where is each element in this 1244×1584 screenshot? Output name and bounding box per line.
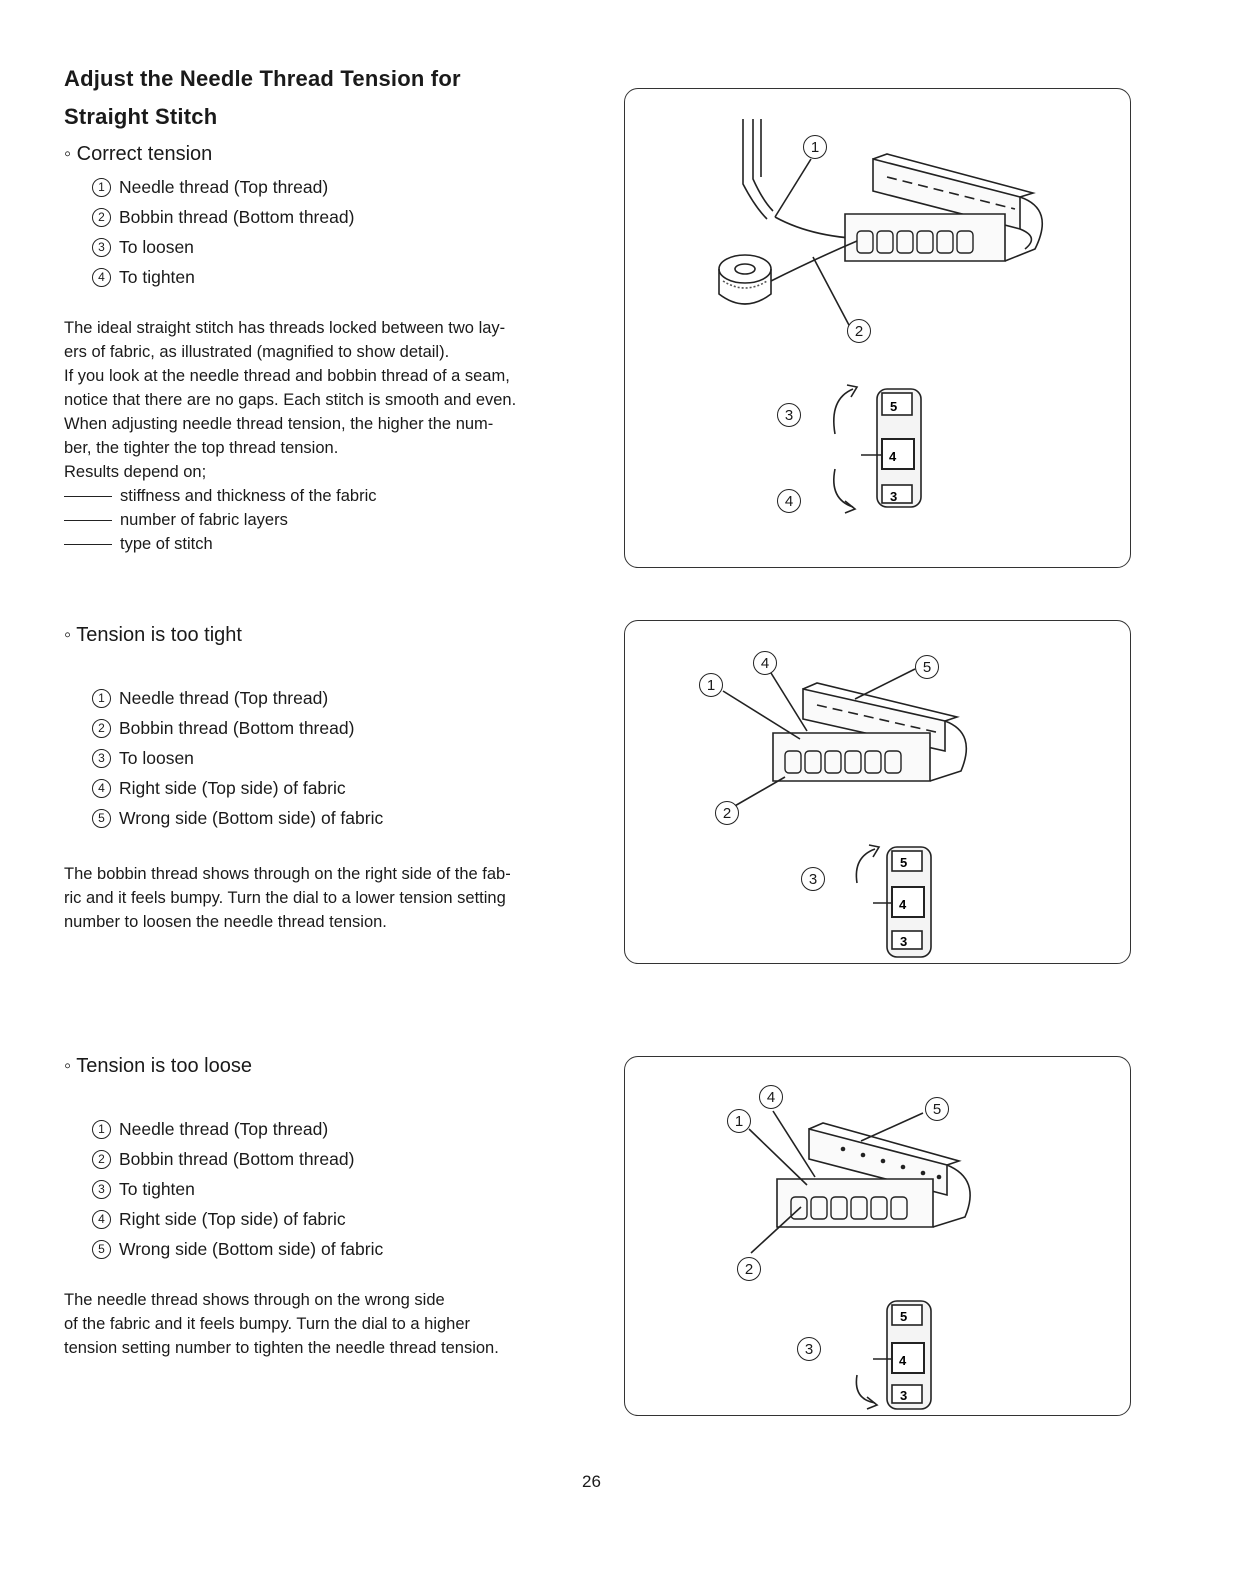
illustration-correct-tension: [624, 88, 1131, 568]
legend-item: 4 To tighten: [92, 262, 354, 292]
subheading-too-tight: ◦ Tension is too tight: [64, 624, 242, 646]
illustration-too-tight: [624, 620, 1131, 964]
paragraph-too-loose: The needle thread shows through on the wrong side of the fabric and it feels bumpy. Turn the dial to a higher tension setting number to tighten the needle thread tension.: [64, 1291, 499, 1357]
dial-value-lower: 3: [900, 1388, 908, 1403]
legend-item: 4 Right side (Top side) of fabric: [92, 773, 383, 803]
callout-4: 4: [777, 489, 801, 513]
paragraph-too-tight: The bobbin thread shows through on the right side of the fab- ric and it feels bumpy. Turn the dial to a lower tension setting number to loosen the needle thread tension.: [64, 865, 511, 931]
callout-3: 3: [797, 1337, 821, 1361]
callout-5: 5: [915, 655, 939, 679]
callout-1: 1: [699, 673, 723, 697]
callout-3: 3: [801, 867, 825, 891]
legend-list-correct: [92, 172, 354, 292]
factor-item: stiffness and thickness of the fabric: [64, 484, 604, 508]
legend-item: 5 Wrong side (Bottom side) of fabric: [92, 803, 383, 833]
fabric-stitch-illustration: [625, 1057, 1130, 1415]
legend-item: 2 Bobbin thread (Bottom thread): [92, 713, 383, 743]
legend-item: 3 To tighten: [92, 1174, 383, 1204]
callout-4: 4: [759, 1085, 783, 1109]
callout-2: 2: [847, 319, 871, 343]
bullet-icon: ◦: [64, 143, 77, 165]
subheading-too-loose: ◦ Tension is too loose: [64, 1055, 252, 1077]
legend-list-too-tight: [92, 683, 383, 833]
fabric-stitch-illustration: [625, 89, 1130, 567]
callout-1: 1: [803, 135, 827, 159]
dial-value-lower: 3: [890, 489, 898, 504]
dial-value-upper: 5: [890, 399, 898, 414]
legend-item: 5 Wrong side (Bottom side) of fabric: [92, 1234, 383, 1264]
callout-5: 5: [925, 1097, 949, 1121]
callout-2: 2: [737, 1257, 761, 1281]
dial-value-upper: 5: [900, 855, 908, 870]
callout-3: 3: [777, 403, 801, 427]
fabric-stitch-illustration: [625, 621, 1130, 963]
legend-item: 3 To loosen: [92, 232, 354, 262]
dial-value-upper: 5: [900, 1309, 908, 1324]
legend-item: 4 Right side (Top side) of fabric: [92, 1204, 383, 1234]
illustration-too-loose: [624, 1056, 1131, 1416]
callout-2: 2: [715, 801, 739, 825]
legend-item: 2 Bobbin thread (Bottom thread): [92, 1144, 383, 1174]
legend-item: 1 Needle thread (Top thread): [92, 683, 383, 713]
legend-item: 1 Needle thread (Top thread): [92, 172, 354, 202]
section-title-line1: Adjust the Needle Thread Tension for: [64, 66, 461, 91]
dial-value-current: 4: [889, 449, 897, 464]
legend-item: 1 Needle thread (Top thread): [92, 1114, 383, 1144]
factor-item: type of stitch: [64, 532, 604, 556]
legend-item: 3 To loosen: [92, 743, 383, 773]
dial-value-current: 4: [899, 1353, 907, 1368]
paragraph-correct-tension: The ideal straight stitch has threads locked between two lay- ers of fabric, as illustrated (magnified to show detail). If you look at the needle thread and bobbin thread of a seam, notice that there are no gaps. Each stitch is smooth and even. When adjusting needle thread tension, the higher the num- ber, the tighter the top thread tension. Results depend on; stiffness and thickness of the fabric number of fabric layers type of stitch: [64, 316, 604, 556]
dial-value-current: 4: [899, 897, 907, 912]
callout-4: 4: [753, 651, 777, 675]
callout-1: 1: [727, 1109, 751, 1133]
bullet-icon: ◦: [64, 624, 77, 646]
section-title-line2: Straight Stitch: [64, 104, 218, 129]
page-number: 26: [582, 1472, 601, 1491]
legend-item: 2 Bobbin thread (Bottom thread): [92, 202, 354, 232]
subheading-correct-tension: ◦ Correct tension: [64, 143, 213, 165]
factor-item: number of fabric layers: [64, 508, 604, 532]
bullet-icon: ◦: [64, 1055, 77, 1077]
dial-value-lower: 3: [900, 934, 908, 949]
legend-list-too-loose: [92, 1114, 383, 1264]
